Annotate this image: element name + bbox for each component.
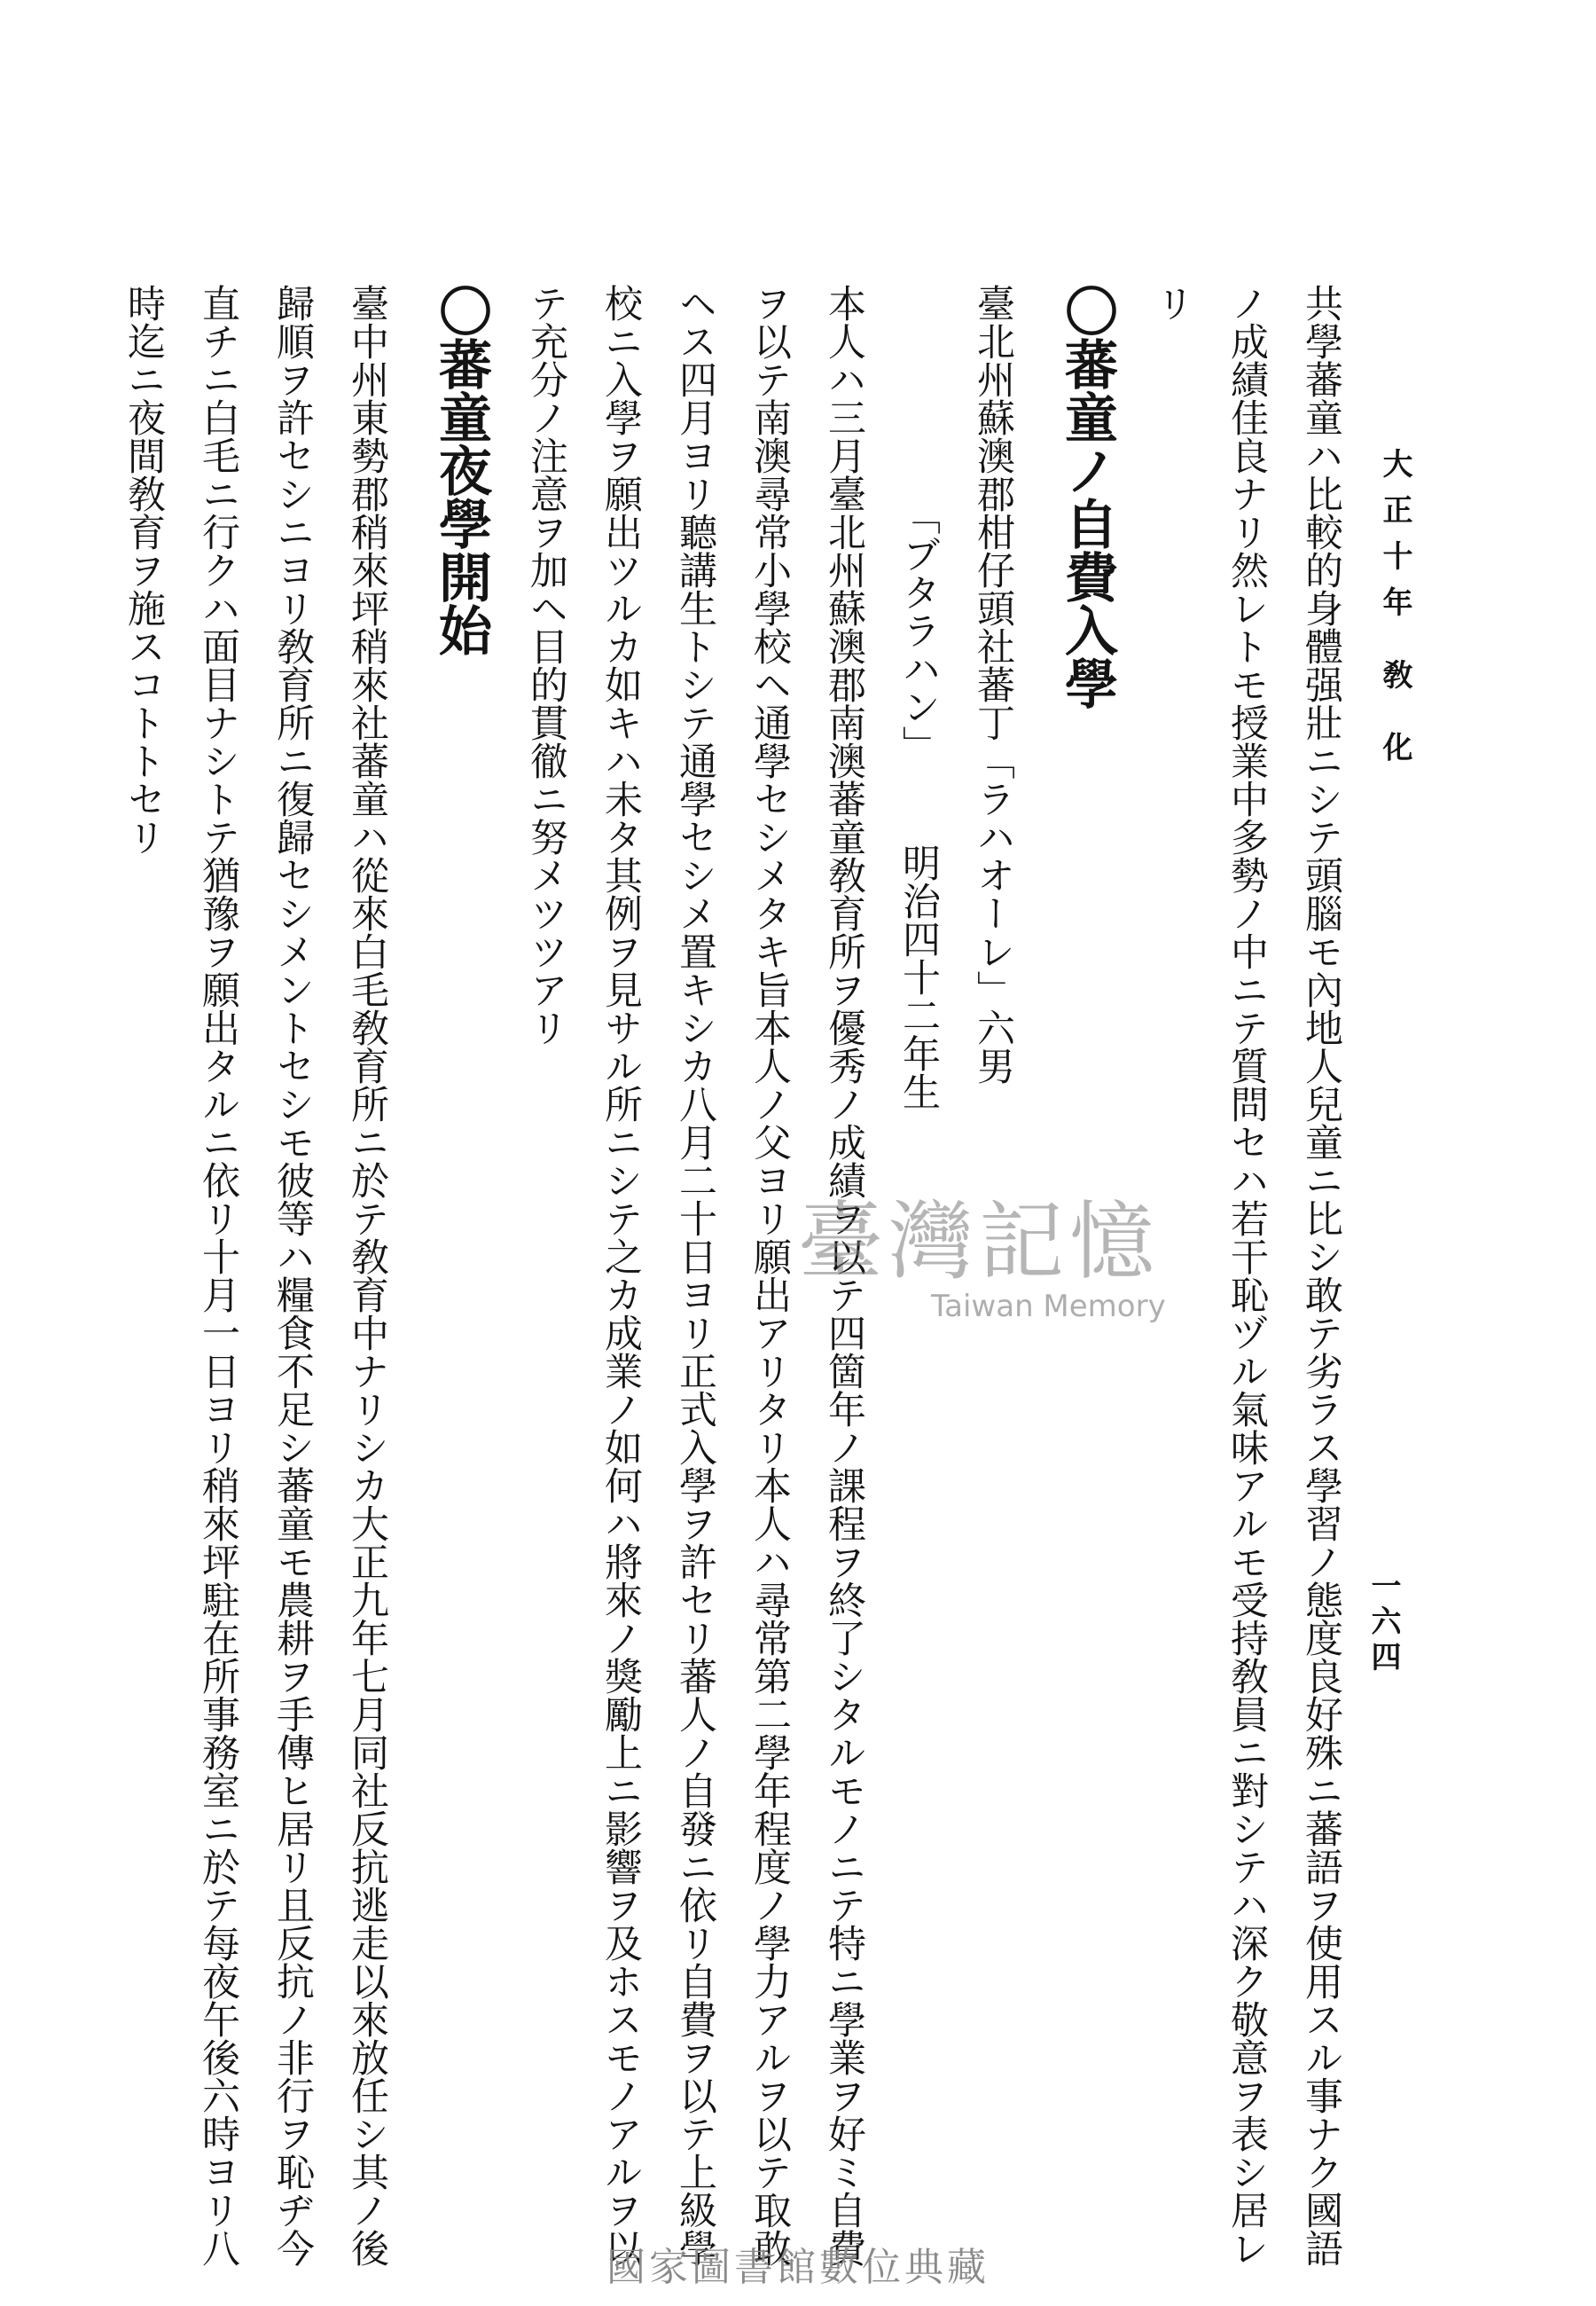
- running-head: [1364, 448, 1417, 1725]
- section-heading-night-school: 〇蕃童夜學開始: [430, 284, 492, 656]
- text-line: リ: [1150, 284, 1194, 322]
- watermark-subtitle: Taiwan Memory: [931, 1289, 1166, 1324]
- student-birth: 明治四十二年生: [896, 843, 941, 1110]
- text-line: 共學蕃童ハ比較的身體强壯ニシテ頭腦モ內地人兒童ニ比シ敢テ劣ラス學習ノ態度良好殊ニ蕃語ヲ使用スル事ナク國語: [1299, 284, 1343, 2267]
- text-line: 臺中州東勢郡稍來坪稍來社蕃童ハ從來白毛敎育所ニ於テ敎育中ナリシカ大正九年七月同社反抗逃走以來放任シ其ノ後: [345, 284, 389, 2267]
- text-line: ヘス四月ヨリ聽講生トシテ通學セシメ置キシカ八月二十日ヨリ正式入學ヲ許セリ蕃人ノ自發ニ依リ自費ヲ以テ上級學: [673, 284, 717, 2267]
- body-text: [121, 284, 1348, 2267]
- text-line: 校ニ入學ヲ願出ツルカ如キハ未タ其例ヲ見サル所ニシテ之カ成業ノ如何ハ將來ノ獎勵上ニ影響ヲ及ホスモノアルヲ以: [598, 284, 643, 2267]
- text-line: ヲ以テ南澳尋常小學校ヘ通學セシメタキ旨本人ノ父ヨリ願出アリタリ本人ハ尋常第二學年程度ノ學力アルヲ以テ取敢: [747, 284, 792, 2267]
- text-line: 本人ハ三月臺北州蘇澳郡南澳蕃童敎育所ヲ優秀ノ成績ヲ以テ四箇年ノ課程ヲ終了シタルモノニテ特ニ學業ヲ好ミ自費: [822, 284, 866, 2267]
- text-line: 歸順ヲ許セシニヨリ敎育所ニ復歸セシメントセシモ彼等ハ糧食不足シ蕃童モ農耕ヲ手傳ヒ居リ且反抗ノ非行ヲ恥ヂ今: [270, 284, 315, 2267]
- watermark-chars: 臺灣記憶: [798, 1192, 1160, 1291]
- archive-footer: 國家圖書館數位典藏: [606, 2245, 990, 2290]
- page-number: 一六四: [1365, 1570, 1401, 1676]
- student-name: 「ブタラハン」: [896, 497, 941, 764]
- text-line: テ充分ノ注意ヲ加ヘ目的貫徹ニ努メツツアリ: [524, 284, 568, 1047]
- byline-student: [892, 284, 945, 2040]
- byline-father: 臺北州蘇澳郡柑仔頭社蕃丁「ラハオーレ」六男: [971, 284, 1015, 1085]
- text-line: 直チニ白毛ニ行クハ面目ナシトテ猶豫ヲ願出タルニ依リ十月一日ヨリ稍來坪駐在所事務室ニ於テ每夜午後六時ヨリ八: [196, 284, 240, 2267]
- section-heading-self-funded-enrollment: 〇蕃童ノ自費入學: [1056, 284, 1118, 710]
- text-line: ノ成績佳良ナリ然レトモ授業中多勢ノ中ニテ質問セハ若干恥ヅル氣味アルモ受持敎員ニ對シテハ深ク敬意ヲ表シ居レ: [1224, 284, 1269, 2267]
- text-line: 時迄ニ夜間敎育ヲ施スコトトセリ: [121, 284, 166, 856]
- running-head-title: 大正十年 敎 化: [1377, 448, 1412, 778]
